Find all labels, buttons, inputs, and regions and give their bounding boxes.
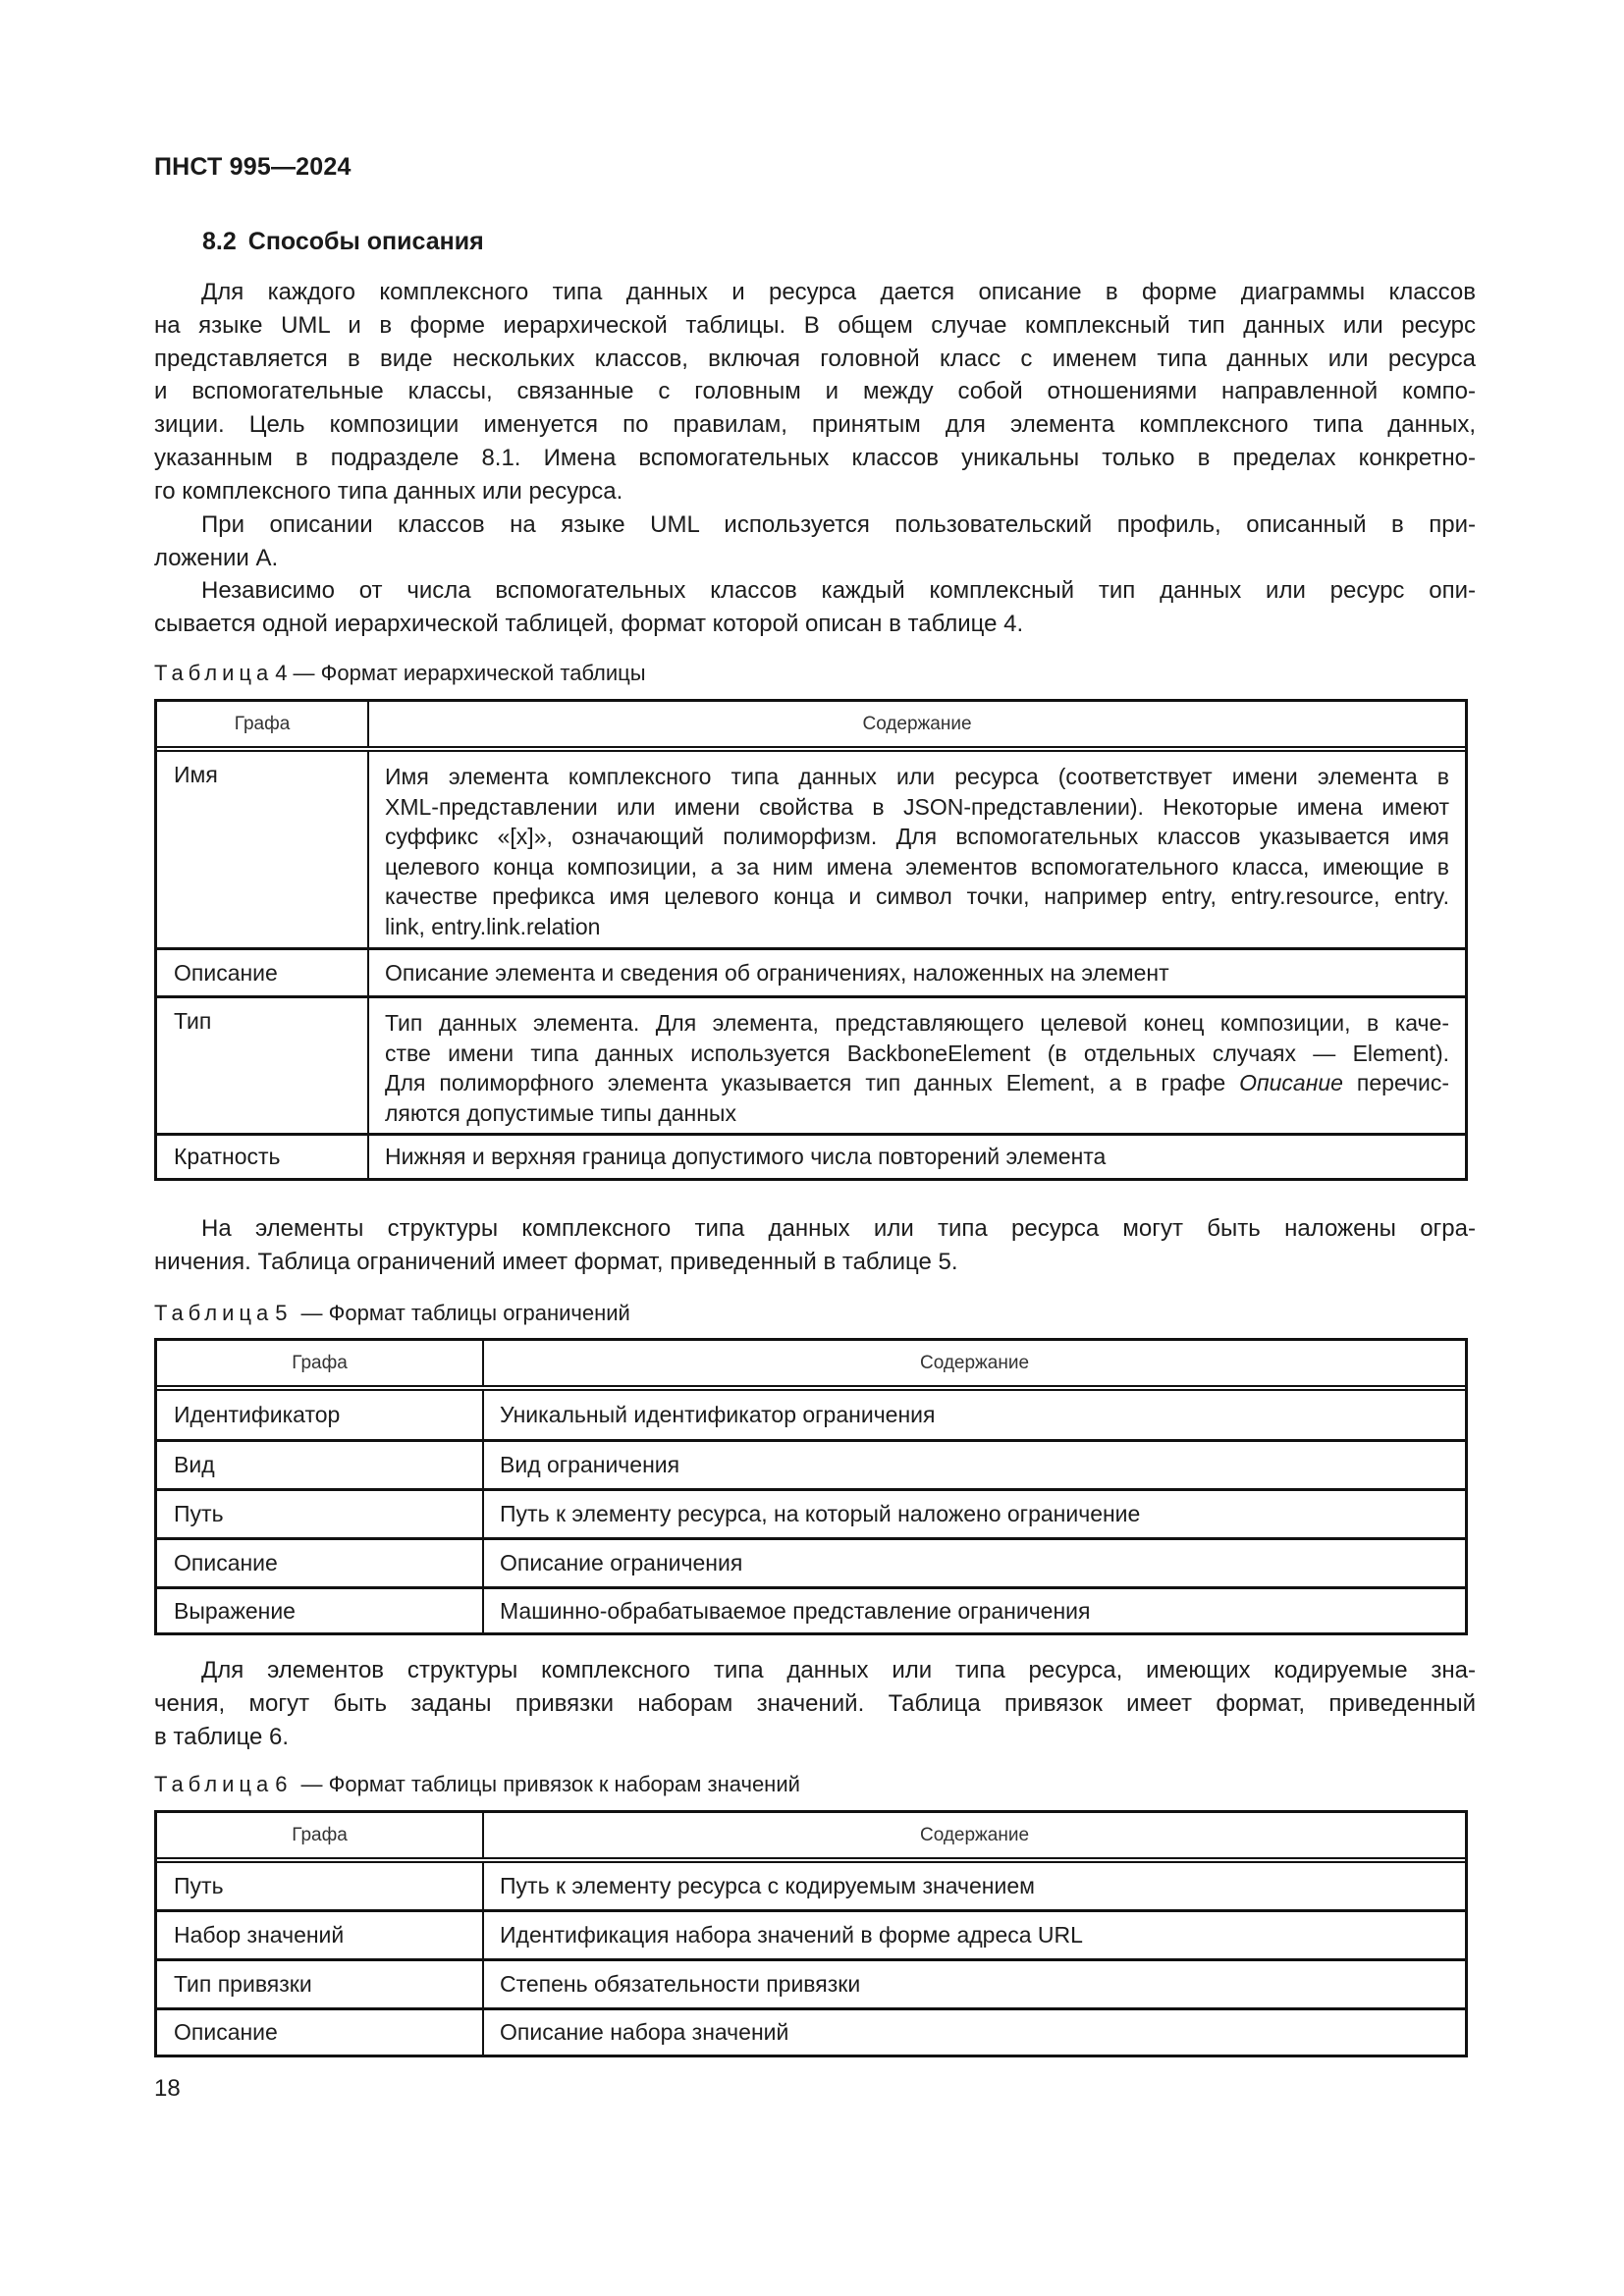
text-segment: Для полиморфного элемента указывается тип данных Element, а в графе [385,1070,1240,1095]
table-row [157,1863,1465,1909]
row-field: Кратность [157,1136,369,1178]
table-row [157,1439,1465,1488]
text-line [385,1068,1449,1098]
table-row [157,1537,1465,1586]
table-row [157,1586,1465,1632]
text-line: го комплексного типа данных или ресурса. [154,477,623,505]
row-field: Путь [157,1491,484,1537]
row-field: Имя [157,752,369,947]
row-content: Вид ограничения [500,1452,680,1478]
text-line: Независимо от числа вспомогательных классов каждый комплексный тип данных или ресурс опи- [201,577,1476,604]
row-content: Описание набора значений [500,2019,789,2046]
text-line: ложении А. [154,544,279,571]
text-line: Для каждого комплексного типа данных и ресурса дается описание в форме диаграммы классов [201,279,1476,305]
caption-number: 4 [275,661,288,685]
text-line: link, entry.link.relation [385,913,601,939]
caption-number: 5 [275,1301,288,1325]
header-cell-field: Графа [157,702,369,746]
text-line: При описании классов на языке UML используется пользовательский профиль, описанный в при- [201,511,1476,538]
row-field: Идентификатор [157,1391,484,1439]
row-content: Степень обязательности привязки [500,1971,861,1998]
header-cell-content: Содержание [919,1824,1030,1845]
row-field: Выражение [157,1589,484,1632]
table-row [157,752,1465,947]
row-content [369,752,1465,947]
row-field: Путь [157,1863,484,1909]
row-field: Описание [157,2010,484,2055]
section-title: Способы описания [247,228,484,255]
table-4-caption [154,661,646,686]
text-line: в таблице 6. [154,1723,290,1750]
row-field: Тип [157,998,369,1133]
row-content: Машинно-обрабатываемое представление ограничения [500,1597,1091,1624]
row-content: Нижняя и верхняя граница допустимого числа повторений элемента [385,1144,1107,1170]
text-line: чения, могут быть заданы привязки наборам значений. Таблица привязок имеет формат, приведенный [154,1689,1476,1717]
table-row [157,2007,1465,2055]
row-field: Вид [157,1442,484,1488]
table-row [157,1391,1465,1439]
text-line: и вспомогательные классы, связанные с головным и между собой отношениями направленной компо- [154,378,1476,405]
table-row [157,995,1465,1133]
table-row [157,1958,1465,2007]
header-cell-content: Содержание [862,713,972,734]
header-cell-field: Графа [157,1813,484,1857]
text-line: стве имени типа данных используется BackboneElement (в отдельных случаях — Element). [385,1040,1449,1066]
text-line: целевого конца композиции, а за ним имена элементов вспомогательного класса, имеющие в [385,853,1449,880]
row-content: Путь к элементу ресурса с кодируемым значением [500,1873,1035,1899]
paragraph-2 [154,508,1476,575]
table-row [157,1488,1465,1537]
row-content: Идентификация набора значений в форме адреса URL [500,1922,1083,1949]
paragraph-5 [154,1654,1476,1753]
text-line: на языке UML и в форме иерархической таблицы. В общем случае комплексный тип данных или ресурс [154,311,1476,339]
row-field: Описание [157,1540,484,1586]
table-6 [154,1810,1468,2057]
text-line: суффикс «[x]», означающий полиморфизм. Для вспомогательных классов указывается имя [385,824,1449,849]
paragraph-1 [154,276,1476,508]
table-row [157,947,1465,995]
text-line: зиции. Цель композиции именуется по правилам, принятым для элемента комплексного типа данных, [154,411,1476,439]
text-line: На элементы структуры комплексного типа данных или типа ресурса могут быть наложены огра- [201,1215,1476,1242]
row-content: Уникальный идентификатор ограничения [500,1402,936,1428]
italic-term: Описание [1239,1070,1343,1095]
row-content: Описание ограничения [500,1550,743,1576]
text-line: ничения. Таблица ограничений имеет формат, приведенный в таблице 5. [154,1248,958,1275]
row-field: Набор значений [157,1912,484,1958]
paragraph-4 [154,1212,1476,1279]
table-row [157,1909,1465,1958]
caption-label: Таблица [154,1301,274,1325]
row-field: Тип привязки [157,1961,484,2007]
caption-title: — Формат иерархической таблицы [293,661,646,685]
text-line: Тип данных элемента. Для элемента, представляющего целевой конец композиции, в каче- [385,1010,1449,1036]
text-line: ляются допустимые типы данных [385,1099,736,1126]
table-header [157,1813,1465,1863]
section-number: 8.2 [202,228,237,255]
text-line: качестве префикса имя целевого конца и символ точки, например entry, entry.resource, entry. [385,883,1449,909]
table-6-caption [154,1772,800,1797]
table-5-caption [154,1301,630,1326]
caption-title: — Формат таблицы привязок к наборам значений [300,1772,800,1796]
section-heading [202,228,484,256]
table-5 [154,1338,1468,1635]
text-segment: перечис- [1342,1070,1449,1095]
caption-label: Таблица [154,1772,274,1796]
paragraph-3 [154,574,1476,641]
row-content: Путь к элементу ресурса, на который наложено ограничение [500,1501,1141,1527]
table-header [157,702,1465,752]
table-4 [154,699,1468,1181]
caption-title: — Формат таблицы ограничений [300,1301,630,1325]
text-line: указанным в подразделе 8.1. Имена вспомогательных классов уникальны только в пределах конкретно- [154,444,1476,471]
page-number: 18 [154,2075,181,2102]
text-line: Имя элемента комплексного типа данных или ресурса (соответствует имени элемента в [385,764,1449,789]
table-row [157,1133,1465,1178]
row-content [369,998,1465,1133]
text-line: сывается одной иерархической таблицей, формат которой описан в таблице 4. [154,610,1024,637]
caption-label: Таблица [154,661,274,685]
row-content: Описание элемента и сведения об ограничениях, наложенных на элемент [385,959,1169,986]
document-code: ПНСТ 995—2024 [154,153,352,181]
header-cell-field: Графа [157,1341,484,1385]
table-header [157,1341,1465,1391]
caption-number: 6 [275,1772,288,1796]
text-line: представляется в виде нескольких классов, включая головной класс с именем типа данных или ресурса [154,345,1476,372]
text-line: XML-представлении или имени свойства в JSON-представлении). Некоторые имена имеют [385,793,1449,820]
row-field: Описание [157,950,369,995]
header-cell-content: Содержание [919,1352,1030,1373]
text-line: Для элементов структуры комплексного типа данных или типа ресурса, имеющих кодируемые зна- [201,1657,1476,1683]
